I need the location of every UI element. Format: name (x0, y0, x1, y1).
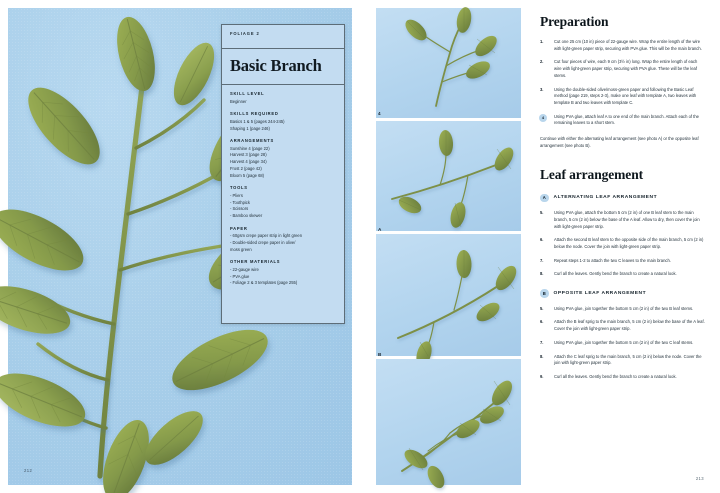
step-number: 3. (540, 86, 544, 92)
step-photo-1-art (376, 8, 521, 118)
step-number: 1. (540, 39, 544, 44)
info-card-kicker-block (222, 25, 344, 48)
step-item (540, 340, 706, 347)
project-info-card (221, 24, 345, 324)
list-item: - Scissors (230, 206, 249, 212)
list-item: Harvest 3 (page 28) (230, 152, 267, 158)
list-item: Shaping 1 (page 246) (230, 125, 270, 131)
step-text: Attach the C leaf sprig to the main branch, 5 cm (2 in) below the node. Cover the join with light-green paper strip. (554, 353, 702, 366)
step-text: Attach the B leaf sprig to the main branch, 5 cm (2 in) below the base of the A leaf. Cover the join with light-green paper strip. (554, 319, 705, 332)
info-card-body (222, 85, 344, 300)
page-title: Basic Branch (230, 55, 322, 75)
list-item: - Toothpick (230, 199, 250, 205)
step-text: Using PVA glue, join together the bottom 5 cm (2 in) of the two B leaf stems. (554, 305, 694, 311)
preparation-steps (540, 39, 706, 127)
step-photo-4-label: B (378, 352, 382, 357)
step-number: 6. (540, 319, 544, 325)
step-number-badge: 4 (539, 114, 547, 122)
leaf-arrangement-heading: Leaf arrangement (540, 166, 643, 182)
arrangements-list (230, 146, 336, 180)
step-number: 8. (540, 353, 544, 359)
tools-label: TOOLS (230, 185, 248, 191)
step-text: Using PVA glue, attach leaf A to one end of the main branch. Attach each of the remaining leaves to a short stem. (554, 113, 699, 126)
step-text: Cut four pieces of wire, each 9 cm (3½ in) long. Wrap the entire length of each wire with light-green paper strip, securing with PVA glue. These will be the leaf stems. (554, 59, 698, 78)
list-item: Sunshine 4 (page 22) (230, 145, 270, 151)
skills-required-label: SKILLS REQUIRED (230, 111, 279, 117)
step-photo-2-art (376, 121, 521, 231)
section-b-badge: B (540, 289, 549, 298)
list-item: Basics 1 & 5 (pages 244-245) (230, 118, 285, 124)
section-a-title: ALTERNATING LEAF ARRANGEMENT (553, 195, 658, 201)
section-b-steps (540, 306, 706, 381)
step-number: 5. (540, 210, 544, 216)
section-b-header (540, 289, 706, 298)
section-b-title: OPPOSITE LEAF ARRANGEMENT (553, 290, 647, 296)
step-item (540, 237, 706, 250)
step-number: 9. (540, 373, 544, 379)
list-item: - Double-sided crepe paper in olive/ (230, 239, 296, 245)
skill-level-label: SKILL LEVEL (230, 91, 265, 97)
preparation-heading: Preparation (540, 14, 609, 29)
step-text: Curl all the leaves. Gently bend the branch to create a natural look. (554, 373, 677, 379)
step-text: Repeat steps 1-2 to attach the two C leaves to the main branch. (554, 257, 671, 263)
step-item (540, 271, 706, 278)
tools-list (230, 193, 336, 220)
step-item (540, 39, 706, 52)
step-text: Using the double-sided olive/moss-green paper and following the Basic Leaf method (page 219, steps 2-3), make one leaf with template A, two leaves with template B and two leaves with template C. (554, 86, 697, 106)
step-item (540, 374, 706, 381)
list-item: - Foliage 2 & 3 templates (page 255) (230, 280, 298, 286)
section-a-header (540, 194, 706, 203)
list-item: - Pliers (230, 192, 243, 198)
step-number: 7. (540, 257, 544, 263)
instructions-column (540, 14, 706, 388)
list-item: - Bamboo skewer (230, 213, 263, 218)
step-number: 5. (540, 305, 544, 311)
step-number: 2. (540, 59, 544, 65)
foliage-kicker: FOLIAGE 2 (230, 31, 260, 36)
list-item: - 22-gauge wire (230, 266, 259, 272)
step-photo-1 (376, 8, 521, 118)
step-item (540, 319, 706, 332)
list-item: Bloom 5 (page 68) (230, 172, 265, 178)
step-text: Cut one 25 cm (10 in) piece of 22-gauge wire. Wrap the entire length of the wire with light-green paper strip, securing with PVA glue. This will be the main branch. (554, 39, 702, 51)
step-item (540, 354, 706, 367)
folio-left: 212 (24, 468, 33, 473)
list-item: - PVA glue (230, 273, 250, 279)
section-a-badge: A (540, 194, 549, 203)
step-photo-3-label: A (378, 227, 382, 232)
list-item: moss green (230, 246, 252, 252)
step-number: 8. (540, 271, 544, 277)
step-item (540, 114, 706, 127)
folio-right: 213 (695, 476, 704, 481)
step-photo-4-art (376, 359, 521, 485)
hero-photo (8, 8, 352, 485)
step-item (540, 87, 706, 107)
section-a-steps (540, 210, 706, 278)
step-photo-4 (376, 352, 521, 485)
step-text: Curl all the leaves. Gently bend the branch to create a natural look. (554, 271, 677, 277)
step-photo-1-label: 4 (378, 111, 381, 116)
step-text: Using PVA glue, attach the bottom 5 cm (2 in) of one B leaf stem to the main branch, 5 cm (2 in) below the base of the A leaf. Allow to dry, then cover the join with light-green paper strip. (554, 210, 700, 229)
right-page (360, 0, 720, 493)
step-item (540, 306, 706, 313)
paper-label: PAPER (230, 225, 248, 231)
step-text: Using PVA glue, join together the bottom 5 cm (2 in) of the two C leaf stems. (554, 339, 694, 345)
step-text: Attach the second B leaf stem to the opposite side of the main branch, 5 cm (2 in) below the node. Cover the join with light-green paper strip. (554, 237, 704, 249)
step-item (540, 258, 706, 265)
list-item: Frost 2 (page 42) (230, 165, 262, 171)
arrangements-label: ARRANGEMENTS (230, 138, 275, 144)
step-photo-3 (376, 227, 521, 356)
step-item (540, 59, 706, 79)
step-number: 6. (540, 237, 544, 243)
step-number: 7. (540, 339, 544, 345)
preparation-note: Continue with either the alternating leaf arrangement (see photo A) or the opposite leaf arrangement (see photo B). (540, 136, 699, 148)
step-photo-2 (376, 121, 521, 231)
other-materials-label: OTHER MATERIALS (230, 259, 281, 265)
paper-list (230, 233, 336, 253)
other-materials-list (230, 267, 336, 287)
skills-required-list (230, 119, 336, 132)
step-photo-3-art (376, 234, 521, 356)
list-item: Harvest 4 (page 34) (230, 159, 267, 165)
list-item: - 60gsm crepe paper strip in light green (230, 233, 303, 239)
step-item (540, 210, 706, 230)
skill-level-value: Beginner (230, 98, 247, 104)
step-photo-column (376, 8, 521, 485)
